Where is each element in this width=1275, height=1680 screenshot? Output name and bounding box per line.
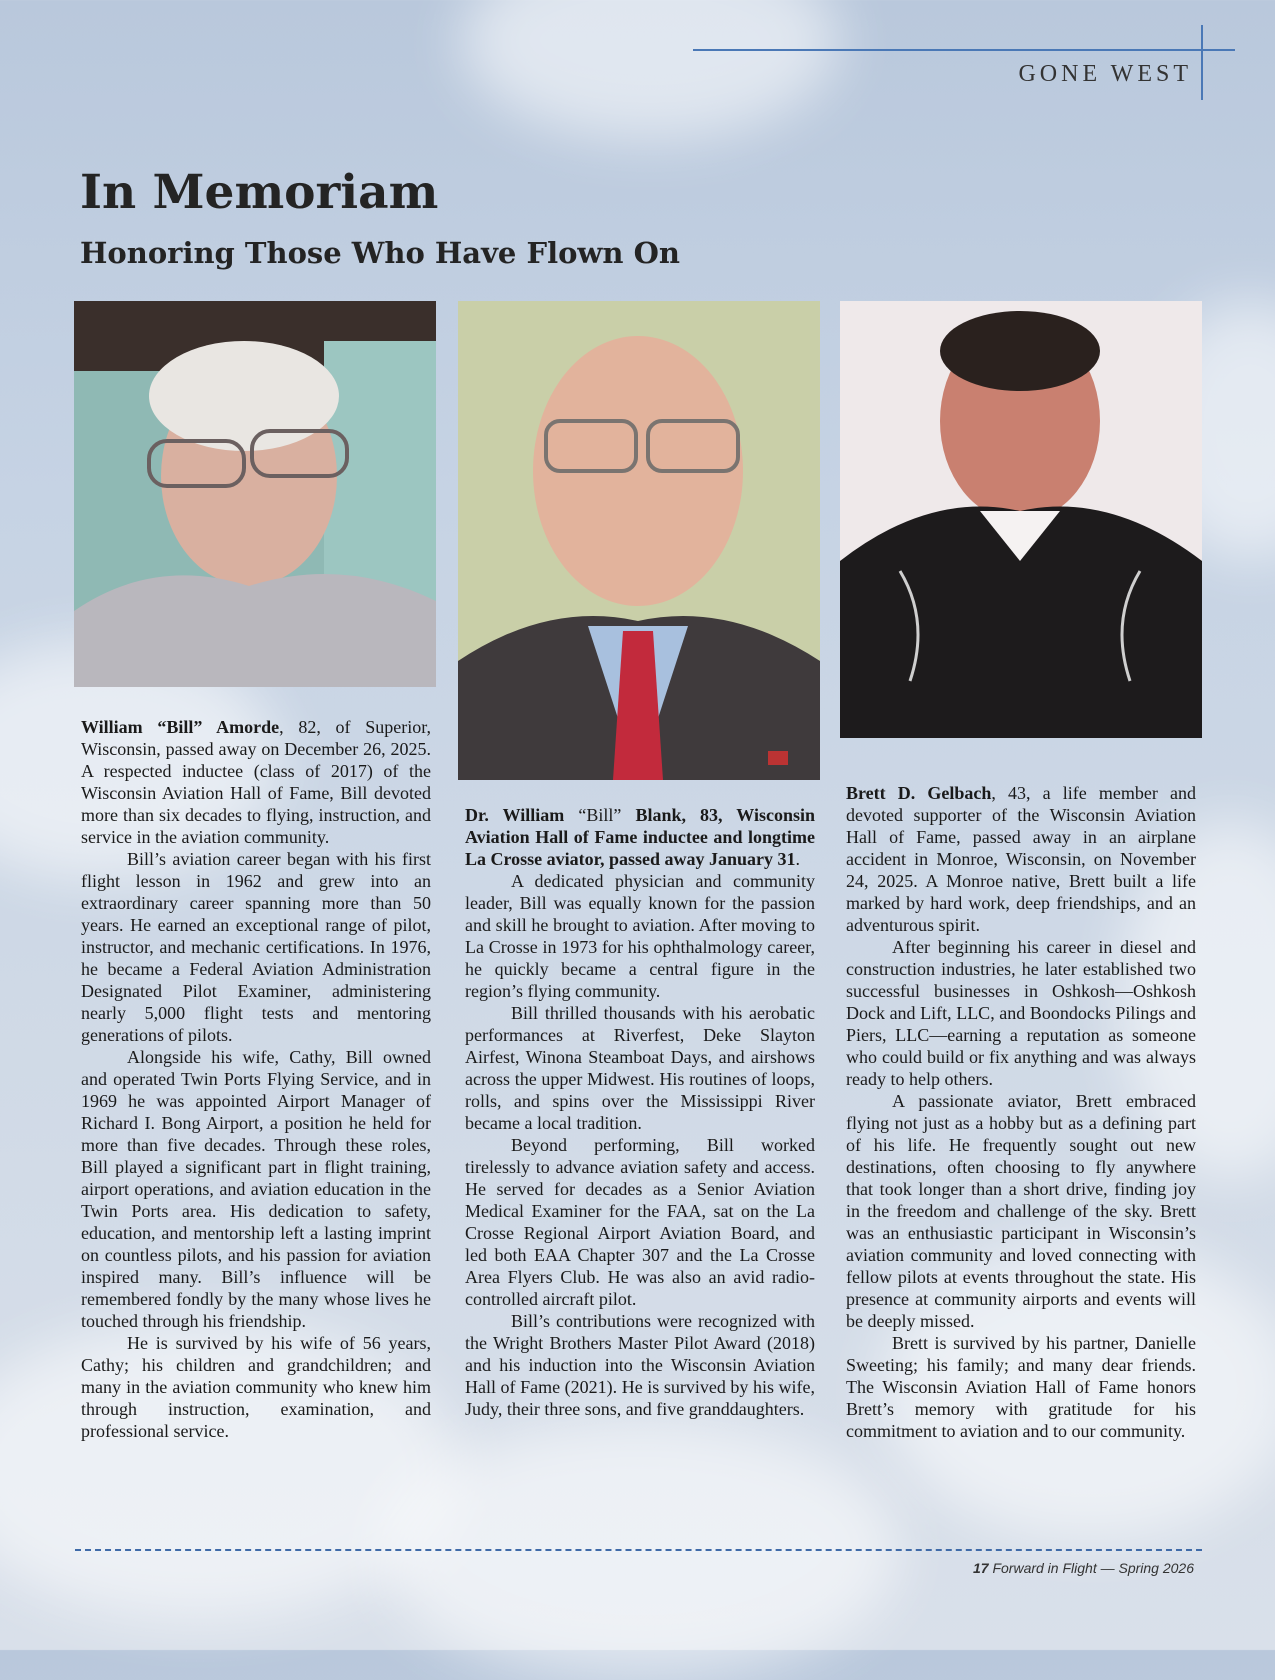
page-footer: [700, 1560, 1194, 1576]
obituary-gelbach-paragraph: A passionate aviator, Brett embraced flying not just as a hobby but as a defining part of his life. He frequently sought out new destinations, often choosing to fly anywhere that took longer than a short drive, finding joy in the freedom and challenge of the sky. Brett was an enthusiastic participant in Wisconsin’s aviation community and loved connecting with fellow pilots at events throughout the state. His presence at community airports and events will be deeply missed.: [846, 1091, 1196, 1331]
obituary-blank-paragraph: Beyond performing, Bill worked tirelessly to advance aviation safety and access. He served for decades as a Senior Aviation Medical Examiner for the FAA, sat on the La Crosse Regional Airport Aviation Board, and led both EAA Chapter 307 and the La Crosse Area Flyers Club. He was also an avid radio-controlled aircraft pilot.: [465, 1135, 815, 1309]
portrait-photo-blank: [458, 301, 820, 780]
obituary-gelbach: [846, 782, 1196, 1442]
obituary-blank-period: .: [795, 849, 801, 869]
portrait-photo-gelbach: [840, 301, 1202, 738]
portrait-photo-amorde: [74, 301, 436, 687]
obituary-gelbach-paragraph: Brett is survived by his partner, Danielle Sweeting; his family; and many dear friends. The Wisconsin Aviation Hall of Fame honors Brett’s memory with gratitude for his commitment to aviation and to our community.: [846, 1333, 1196, 1441]
footer-rule: [75, 1549, 1202, 1551]
page-number: 17: [972, 1560, 989, 1576]
page-title: In Memoriam: [80, 165, 439, 220]
obituary-amorde-paragraph: Alongside his wife, Cathy, Bill owned and operated Twin Ports Flying Service, and in 1969 he was appointed Airport Manager of Richard I. Bong Airport, a position he held for more than five decades. Through these roles, Bill played a significant part in flight training, airport operations, and aviation education in the Twin Ports area. His dedication to safety, education, and mentorship left a lasting imprint on countless pilots, and his passion for aviation inspired many. Bill’s influence will be remembered fondly by the many whose lives he touched through his friendship.: [81, 1047, 431, 1331]
obituary-amorde: [81, 716, 431, 1442]
section-label: GONE WEST: [1018, 61, 1192, 87]
obituary-amorde-paragraph: He is survived by his wife of 56 years, Cathy; his children and grandchildren; and many in the aviation community who knew him through instruction, examination, and professional service.: [81, 1333, 431, 1441]
obituary-gelbach-paragraph: After beginning his career in diesel and construction industries, he later established two successful businesses in Oshkosh—Oshkosh Dock and Lift, LLC, and Boondocks Pilings and Piers, LLC—earning a reputation as someone who could build or fix anything and was always ready to help others.: [846, 937, 1196, 1089]
header-rule: [693, 49, 1235, 51]
obituary-amorde-lead: [81, 716, 431, 848]
obituary-blank: [465, 804, 815, 1420]
obituary-blank-paragraph: Bill thrilled thousands with his aerobatic performances at Riverfest, Deke Slayton Airfest, Winona Steamboat Days, and airshows across the upper Midwest. His routines of loops, rolls, and spins over the Mississippi River became a local tradition.: [465, 1003, 815, 1133]
obituary-blank-headline: Blank, 83, Wisconsin Aviation Hall of Fame inductee and longtime La Crosse aviator, passed away January 31: [465, 805, 816, 869]
obituary-blank-paragraph: A dedicated physician and community leader, Bill was equally known for the passion and skill he brought to aviation. After moving to La Crosse in 1973 for his ophthalmology career, he quickly became a central figure in the region’s flying community.: [465, 871, 815, 1001]
obituary-gelbach-lead: [846, 782, 1196, 936]
obituary-blank-lead: [465, 804, 815, 870]
obituary-amorde-lead-text: , 82, of Superior, Wisconsin, passed away on December 26, 2025. A respected inductee (class of 2017) of the Wisconsin Aviation Hall of Fame, Bill devoted more than six decades to flying, instruction, and service in the aviation community.: [81, 717, 432, 847]
obituary-blank-nickname: “Bill”: [578, 805, 622, 825]
obituary-blank-name: Dr. William: [465, 805, 579, 825]
obituary-gelbach-name: Brett D. Gelbach: [846, 783, 992, 803]
page-subtitle: Honoring Those Who Have Flown On: [80, 236, 680, 270]
header-vertical-rule: [1201, 25, 1203, 100]
obituary-blank-paragraph: Bill’s contributions were recognized with the Wright Brothers Master Pilot Award (2018) and his induction into the Wisconsin Aviation Hall of Fame (2021). He is survived by his wife, Judy, their three sons, and five granddaughters.: [465, 1311, 815, 1419]
publication-name: Forward in Flight — Spring 2026: [988, 1560, 1194, 1576]
obituary-amorde-paragraph: Bill’s aviation career began with his first flight lesson in 1962 and grew into an extraordinary career spanning more than 50 years. He earned an exceptional range of pilot, instructor, and mechanic certifications. In 1976, he became a Federal Aviation Administration Designated Pilot Examiner, administering nearly 5,000 flight tests and mentoring generations of pilots.: [81, 849, 431, 1045]
obituary-gelbach-lead-text: , 43, a life member and devoted supporter of the Wisconsin Aviation Hall of Fame, passed away in an airplane accident in Monroe, Wisconsin, on November 24, 2025. A Monroe native, Brett built a life marked by hard work, deep friendships, and an adventurous spirit.: [846, 783, 1196, 935]
obituary-amorde-name: William “Bill” Amorde: [81, 717, 280, 737]
